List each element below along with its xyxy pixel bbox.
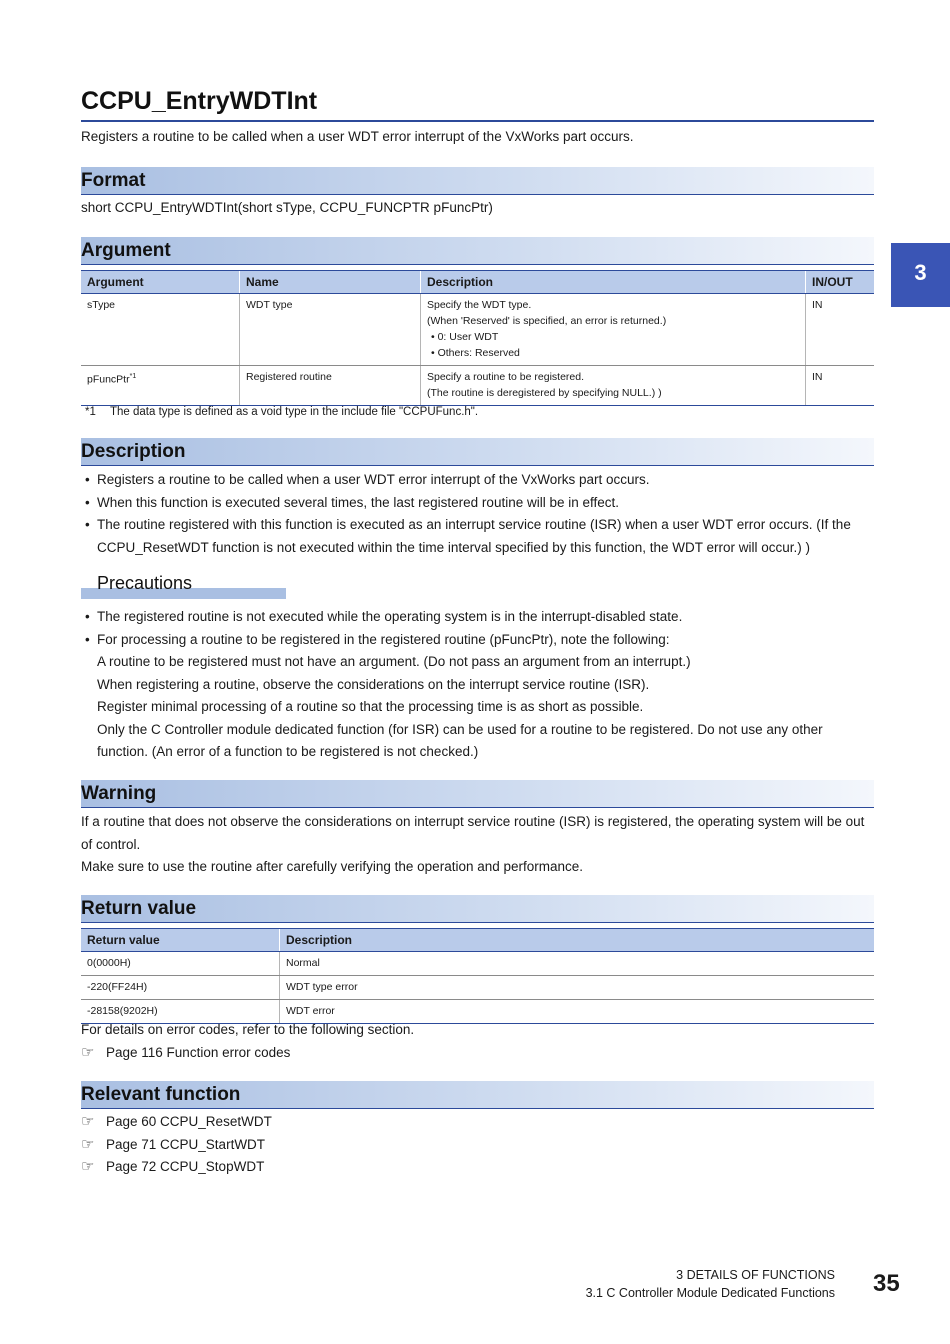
cell-desc: WDT type error — [280, 976, 875, 1000]
pointing-hand-icon: ☞ — [81, 1158, 95, 1175]
col-description: Description — [421, 271, 806, 294]
cell-inout: IN — [806, 366, 875, 406]
format-heading: Format — [81, 167, 874, 195]
footer-section: 3.1 C Controller Module Dedicated Functions — [585, 1286, 835, 1300]
chapter-tab[interactable]: 3 — [891, 243, 950, 307]
page-reference-link[interactable] — [81, 1042, 874, 1065]
cell-value: -220(FF24H) — [81, 976, 280, 1000]
desc-bullet: • 0: User WDT — [431, 331, 499, 343]
col-name: Name — [240, 271, 421, 294]
argument-table-header — [81, 271, 874, 294]
table-row — [81, 294, 874, 366]
footer-chapter: 3 DETAILS OF FUNCTIONS — [676, 1268, 835, 1282]
reference-text: Page 72 CCPU_StopWDT — [106, 1159, 265, 1174]
list-item: • Registers a routine to be called when a user WDT error interrupt of the VxWorks part occurs. — [81, 469, 874, 492]
arg-value: pFuncPtr — [87, 373, 130, 386]
pointing-hand-icon: ☞ — [81, 1135, 95, 1153]
precaution-line: Register minimal processing of a routine so that the processing time is as short as possible. — [97, 699, 644, 714]
precautions-heading — [81, 573, 286, 599]
list-item: • For processing a routine to be registered in the registered routine (pFuncPtr), note the following: — [81, 629, 874, 652]
description-body — [81, 469, 874, 559]
col-return-value: Return value — [81, 929, 280, 952]
cell-name: WDT type — [240, 294, 421, 366]
return-value-table — [81, 928, 874, 1024]
reference-text: Page 71 CCPU_StartWDT — [106, 1136, 266, 1152]
relevant-function-heading: Relevant function — [81, 1081, 874, 1109]
col-argument: Argument — [81, 271, 240, 294]
footnote-mark: *1 — [85, 406, 96, 418]
page-title: CCPU_EntryWDTInt — [81, 86, 874, 122]
list-item: • The routine registered with this function is executed as an interrupt service routine (ISR) when a user WDT error occurs. (If the CCPU_ResetWDT function is not executed within the time interval specified by this function, the WDT error will occur.) ) — [81, 514, 874, 559]
pointing-hand-icon: ☞ — [81, 1113, 95, 1130]
return-table-header — [81, 929, 874, 952]
arg-value: sType — [87, 299, 116, 311]
desc-bullet-text: Others: Reserved — [437, 347, 520, 359]
col-inout: IN/OUT — [806, 271, 875, 294]
col-description: Description — [280, 929, 875, 952]
intro-text: Registers a routine to be called when a user WDT error interrupt of the VxWorks part occurs. — [81, 129, 634, 144]
cell-argument — [81, 294, 240, 366]
desc-line: (The routine is deregistered by specifying NULL.) ) — [427, 387, 662, 399]
warning-text: If a routine that does not observe the considerations on interrupt service routine (ISR) is registered, the operating system will be out of control. — [81, 814, 865, 852]
page-reference-link[interactable] — [81, 1134, 874, 1157]
argument-table — [81, 270, 874, 406]
relevant-function-list — [81, 1111, 874, 1179]
desc-line: Specify the WDT type. — [427, 299, 532, 311]
return-note: For details on error codes, refer to the following section. — [81, 1022, 415, 1037]
list-item: • When this function is executed several times, the last registered routine will be in effect. — [81, 492, 874, 515]
cell-argument — [81, 366, 240, 406]
warning-body — [81, 811, 874, 879]
precaution-line: When registering a routine, observe the considerations on the interrupt service routine (ISR). — [97, 676, 650, 692]
page-number: 35 — [873, 1270, 900, 1297]
description-heading: Description — [81, 438, 874, 466]
warning-text: Make sure to use the routine after carefully verifying the operation and performance. — [81, 859, 584, 874]
cell-name: Registered routine — [240, 366, 421, 406]
footnote-text: The data type is defined as a void type in the include file "CCPUFunc.h". — [110, 406, 479, 418]
precautions-title: Precautions — [97, 573, 193, 593]
list-item: • The registered routine is not executed while the operating system is in the interrupt-disabled state. — [81, 606, 874, 629]
cell-desc: WDT error — [280, 1000, 875, 1024]
warning-heading: Warning — [81, 780, 874, 808]
table-row — [81, 366, 874, 406]
cell-description — [421, 294, 806, 366]
desc-line: Specify a routine to be registered. — [427, 371, 585, 383]
page-reference-link[interactable] — [81, 1156, 874, 1179]
argument-heading: Argument — [81, 237, 874, 265]
cell-description — [421, 366, 806, 406]
cell-value: 0(0000H) — [81, 952, 280, 976]
cell-inout: IN — [806, 294, 875, 366]
table-row — [81, 952, 874, 976]
return-value-notes — [81, 1019, 874, 1064]
precaution-line: A routine to be registered must not have an argument. (Do not pass an argument from an interrupt.) — [97, 654, 691, 669]
footnote — [85, 406, 478, 418]
reference-text: Page 60 CCPU_ResetWDT — [106, 1114, 272, 1129]
reference-text: Page 116 Function error codes — [106, 1044, 291, 1060]
table-row — [81, 976, 874, 1000]
footnote-ref: *1 — [129, 373, 137, 380]
desc-bullet-text: 0: User WDT — [437, 331, 499, 343]
page-reference-link[interactable] — [81, 1111, 874, 1134]
pointing-hand-icon: ☞ — [81, 1043, 95, 1061]
page-footer — [586, 1266, 835, 1302]
format-code: short CCPU_EntryWDTInt(short sType, CCPU_FUNCPTR pFuncPtr) — [81, 200, 493, 215]
precaution-line: Only the C Controller module dedicated function (for ISR) can be used for a routine to be registered. Do not use any other function. (An error of a function to be registered is not checked.) — [97, 721, 823, 759]
precautions-body — [81, 606, 874, 764]
desc-line: (When 'Reserved' is specified, an error is returned.) — [427, 315, 667, 327]
return-value-heading: Return value — [81, 895, 874, 923]
desc-bullet: • Others: Reserved — [431, 347, 520, 359]
cell-value: -28158(9202H) — [81, 1000, 280, 1024]
cell-desc: Normal — [280, 952, 875, 976]
